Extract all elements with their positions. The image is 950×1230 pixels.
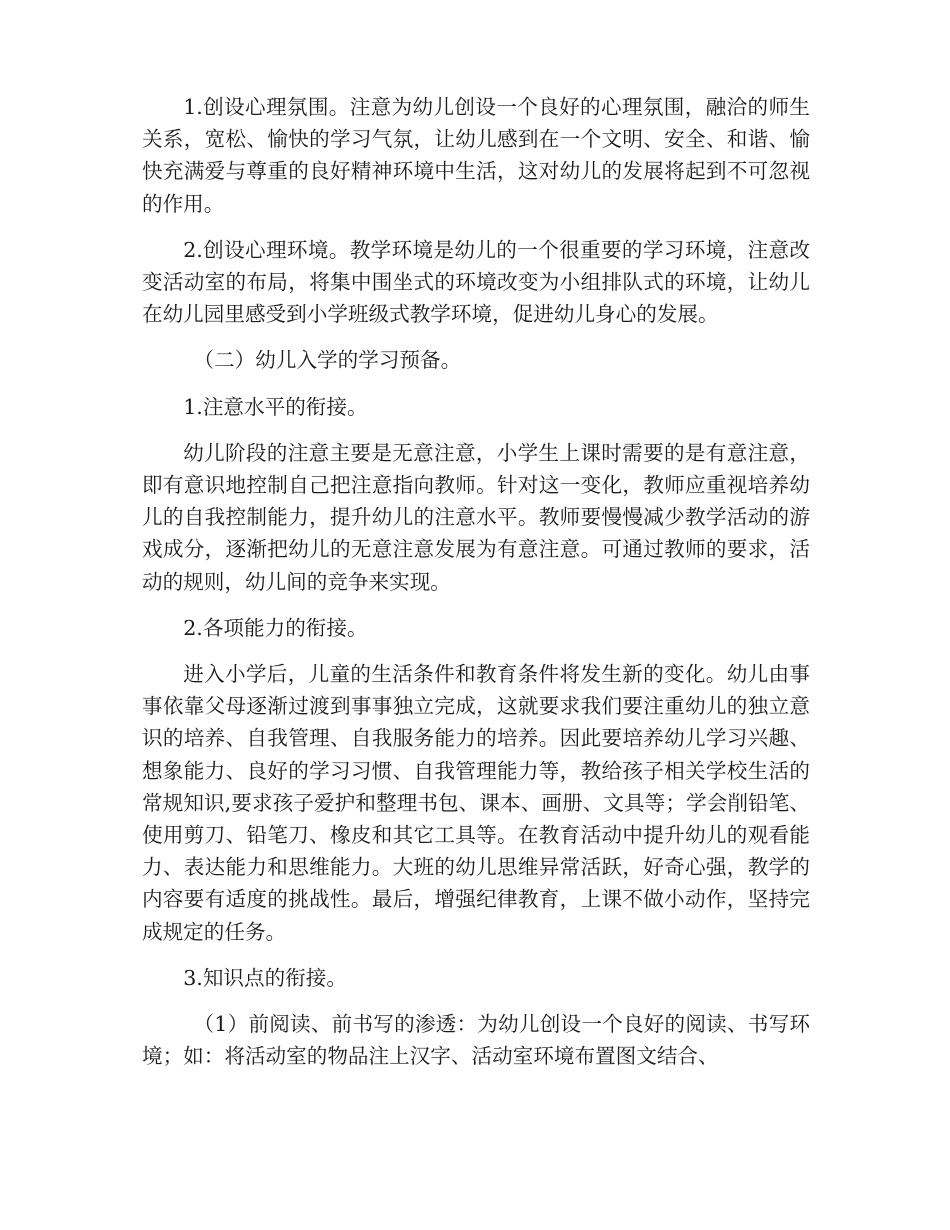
paragraph-pre-reading-writing: （1）前阅读、前书写的渗透：为幼儿创设一个良好的阅读、书写环境；如：将活动室的物品注上汉字、活动室环境布置图文结合、 <box>142 1012 810 1069</box>
subheading-knowledge-points: 3.知识点的衔接。 <box>183 965 347 990</box>
paragraph-psychological-atmosphere: 1.创设心理氛围。注意为幼儿创设一个良好的心理氛围，融洽的师生关系，宽松、愉快的学习气氛，让幼儿感到在一个文明、安全、和谐、愉快充满爱与尊重的良好精神环境中生活，这对幼儿的发展将起到不可忽视的作用。 <box>142 95 810 216</box>
paragraph-attention-level: 幼儿阶段的注意主要是无意注意，小学生上课时需要的是有意注意，即有意识地控制自己把注意指向教师。针对这一变化，教师应重视培养幼儿的自我控制能力，提升幼儿的注意水平。教师要慢慢减少教学活动的游戏成分，逐渐把幼儿的无意注意发展为有意注意。可通过教师的要求，活动的规则，幼儿间的竞争来实现。 <box>142 440 810 594</box>
subheading-abilities: 2.各项能力的衔接。 <box>183 615 368 640</box>
document-page <box>142 91 810 1072</box>
paragraph-abilities: 进入小学后，儿童的生活条件和教育条件将发生新的变化。幼儿由事事依靠父母逐渐过渡到事事独立完成，这就要求我们要注重幼儿的独立意识的培养、自我管理、自我服务能力的培养。因此要培养幼儿学习兴趣、想象能力、良好的学习习惯、自我管理能力等，教给孩子相关学校生活的常规知识,要求孩子爱护和整理书包、课本、画册、文具等；学会削铅笔、使用剪刀、铅笔刀、橡皮和其它工具等。在教育活动中提升幼儿的观看能力、表达能力和思维能力。大班的幼儿思维异常活跃，好奇心强，教学的内容要有适度的挑战性。最后，增强纪律教育，上课不做小动作，坚持完成规定的任务。 <box>142 662 810 944</box>
section-heading-learning-preparation: （二）幼儿入学的学习预备。 <box>193 348 462 373</box>
paragraph-psychological-environment: 2.创设心理环境。教学环境是幼儿的一个很重要的学习环境，注意改变活动室的布局，将集中围坐式的环境改变为小组排队式的环境，让幼儿在幼儿园里感受到小学班级式教学环境，促进幼儿身心的发展。 <box>142 237 810 327</box>
subheading-attention-level: 1.注意水平的衔接。 <box>183 394 368 419</box>
